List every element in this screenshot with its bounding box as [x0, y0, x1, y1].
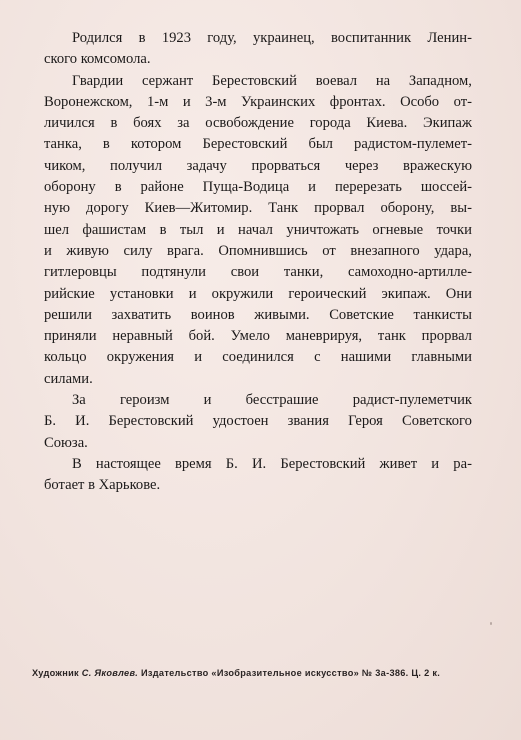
text-line: рийские установки и окружили героический экипаж. Они	[44, 285, 472, 302]
paragraph-present	[44, 454, 472, 497]
text-line: решили захватить воинов живыми. Советские танкисты	[44, 306, 472, 323]
imprint-artist-name: С. Яковлев.	[81, 668, 139, 678]
text-line: Б. И. Берестовский удостоен звания Героя Советского	[44, 413, 472, 430]
text-line: Союза.	[44, 434, 88, 451]
text-line: Гвардии сержант Берестовский воевал на Западном,	[72, 72, 472, 89]
text-line: кольцо окружения и соединился с нашими главными	[44, 349, 472, 366]
imprint-publisher: Издательство «Изобразительное искусство» № 3а-386. Ц. 2 к.	[141, 668, 441, 678]
paragraph-birth	[44, 28, 472, 71]
biography-text	[44, 28, 472, 497]
text-line: танка, в котором Берестовский был радистом-пулемет-	[44, 136, 472, 153]
text-line: Воронежском, 1-м и 3-м Украинских фронтах. Особо от-	[44, 93, 472, 110]
publisher-imprint	[32, 668, 492, 678]
text-line: личился в боях за освобождение города Киева. Экипаж	[44, 115, 472, 132]
text-line: ского комсомола.	[44, 51, 151, 68]
text-line: За героизм и бесстрашие радист-пулеметчик	[72, 392, 472, 409]
text-line: оборону в районе Пуща-Водица и перерезать шоссей-	[44, 179, 472, 196]
paragraph-combat	[44, 71, 472, 390]
text-line: силами.	[44, 370, 93, 387]
text-line: В настоящее время Б. И. Берестовский живет и ра-	[72, 455, 472, 472]
imprint-artist-prefix: Художник	[32, 668, 79, 678]
paper-speck	[490, 622, 492, 625]
text-line: и живую силу врага. Опомнившись от внезапного удара,	[44, 242, 472, 259]
text-line: приняли неравный бой. Умело маневрируя, танк прорвал	[44, 328, 472, 345]
text-line: Родился в 1923 году, украинец, воспитанник Ленин-	[72, 30, 472, 46]
text-line: гитлеровцы подтянули свои танки, самоходно-артилле-	[44, 264, 472, 281]
text-line: чиком, получил задачу прорваться через вражескую	[44, 157, 472, 174]
text-line: ную дорогу Киев—Житомир. Танк прорвал оборону, вы-	[44, 200, 472, 217]
text-line: ботает в Харькове.	[44, 477, 161, 494]
paragraph-award	[44, 390, 472, 454]
text-line: шел фашистам в тыл и начал уничтожать огневые точки	[44, 221, 472, 238]
